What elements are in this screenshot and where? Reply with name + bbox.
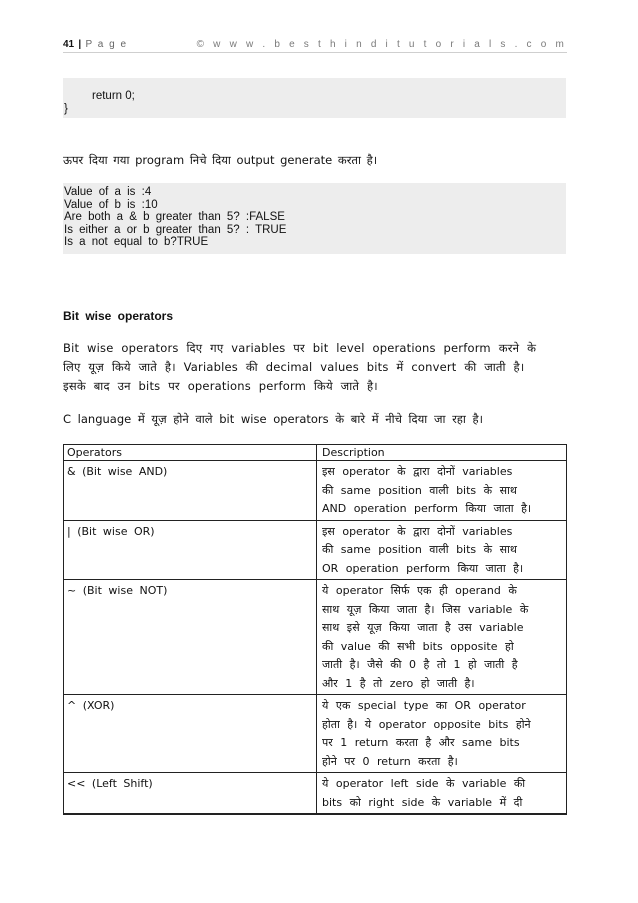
intro-text: ऊपर दिया गया program निचे दिया output generate करता है। xyxy=(63,153,378,167)
table-row xyxy=(64,520,567,580)
description-line: और 1 है तो zero हो जाती है। xyxy=(322,676,475,690)
description-line: साथ यूज़ किया जाता है। जिस variable के xyxy=(322,602,529,616)
table-row xyxy=(64,773,567,815)
description-line: ये operator left side के variable की xyxy=(322,777,526,790)
description-cell xyxy=(317,461,567,521)
code-line: } xyxy=(64,102,68,115)
description-line: इस operator के द्वारा दोनों variables xyxy=(322,524,513,538)
description-line: ये एक special type का OR operator xyxy=(322,699,526,712)
paragraph-line: लिए यूज़ किये जाते है। Variables की decimal values bits में convert की जाती है। xyxy=(63,360,525,374)
code-block xyxy=(63,78,566,118)
table-row xyxy=(64,695,567,773)
paragraph-line: Bit wise operators दिए गए variables पर bit level operations perform करने के xyxy=(63,341,537,355)
description-line: OR operation perform किया जाता है। xyxy=(322,561,524,575)
description-cell xyxy=(317,695,567,773)
column-header-operators: Operators xyxy=(64,445,317,461)
site-copyright: © w w w . b e s t h i n d i t u t o r i a l s . c o m xyxy=(196,39,567,50)
header-separator: | xyxy=(78,39,82,50)
description-line: की same position वाली bits के साथ xyxy=(322,543,517,556)
description-line: AND operation perform किया जाता है। xyxy=(322,502,532,515)
description-line: bits को right side के variable में दी xyxy=(322,795,523,809)
output-block xyxy=(63,183,566,254)
description-line: की value की सभी bits opposite हो xyxy=(322,639,514,653)
description-line: ये operator सिर्फ एक ही operand के xyxy=(322,584,517,597)
table-intro: C language में यूज़ होने वाले bit wise operators के बारे में नीचे दिया जा रहा है। xyxy=(63,412,484,426)
paragraph-line: इसके बाद उन bits पर operations perform किये जाते है। xyxy=(63,379,378,393)
operator-cell: ~ (Bit wise NOT) xyxy=(64,580,317,695)
table-row xyxy=(64,580,567,695)
description-line: होने पर 0 return करता है। xyxy=(322,754,458,768)
description-line: पर 1 return करता है और same bits xyxy=(322,736,520,749)
table-header-row xyxy=(64,445,567,461)
operator-cell: ^ (XOR) xyxy=(64,695,317,773)
operator-cell: << (Left Shift) xyxy=(64,773,317,815)
section-heading: Bit wise operators xyxy=(63,309,174,323)
output-line: Is either a or b greater than 5? : TRUE xyxy=(64,223,287,236)
page-header xyxy=(63,35,567,53)
description-line: होता है। ये operator opposite bits होने xyxy=(322,717,531,731)
operator-cell: & (Bit wise AND) xyxy=(64,461,317,521)
page-number-label xyxy=(63,39,128,50)
code-line: return 0; xyxy=(92,90,135,102)
operators-table xyxy=(63,444,567,815)
description-line: की same position वाली bits के साथ xyxy=(322,483,517,497)
output-line: Value of b is :10 xyxy=(64,198,158,211)
description-paragraph xyxy=(63,339,568,396)
page-number: 41 xyxy=(63,39,75,50)
column-header-description: Description xyxy=(317,445,567,461)
description-cell xyxy=(317,520,567,580)
description-cell xyxy=(317,773,567,815)
table-row xyxy=(64,461,567,521)
description-line: जाती है। जैसे की 0 है तो 1 हो जाती है xyxy=(322,658,518,671)
description-cell xyxy=(317,580,567,695)
output-line: Are both a & b greater than 5? :FALSE xyxy=(64,211,285,223)
page-word: P a g e xyxy=(85,39,128,50)
description-line: इस operator के द्वारा दोनों variables xyxy=(322,465,513,478)
description-line: साथ इसे यूज़ किया जाता है उस variable xyxy=(322,621,524,634)
output-line: Is a not equal to b?TRUE xyxy=(64,236,209,248)
operator-cell: | (Bit wise OR) xyxy=(64,520,317,580)
output-line: Value of a is :4 xyxy=(64,186,152,198)
